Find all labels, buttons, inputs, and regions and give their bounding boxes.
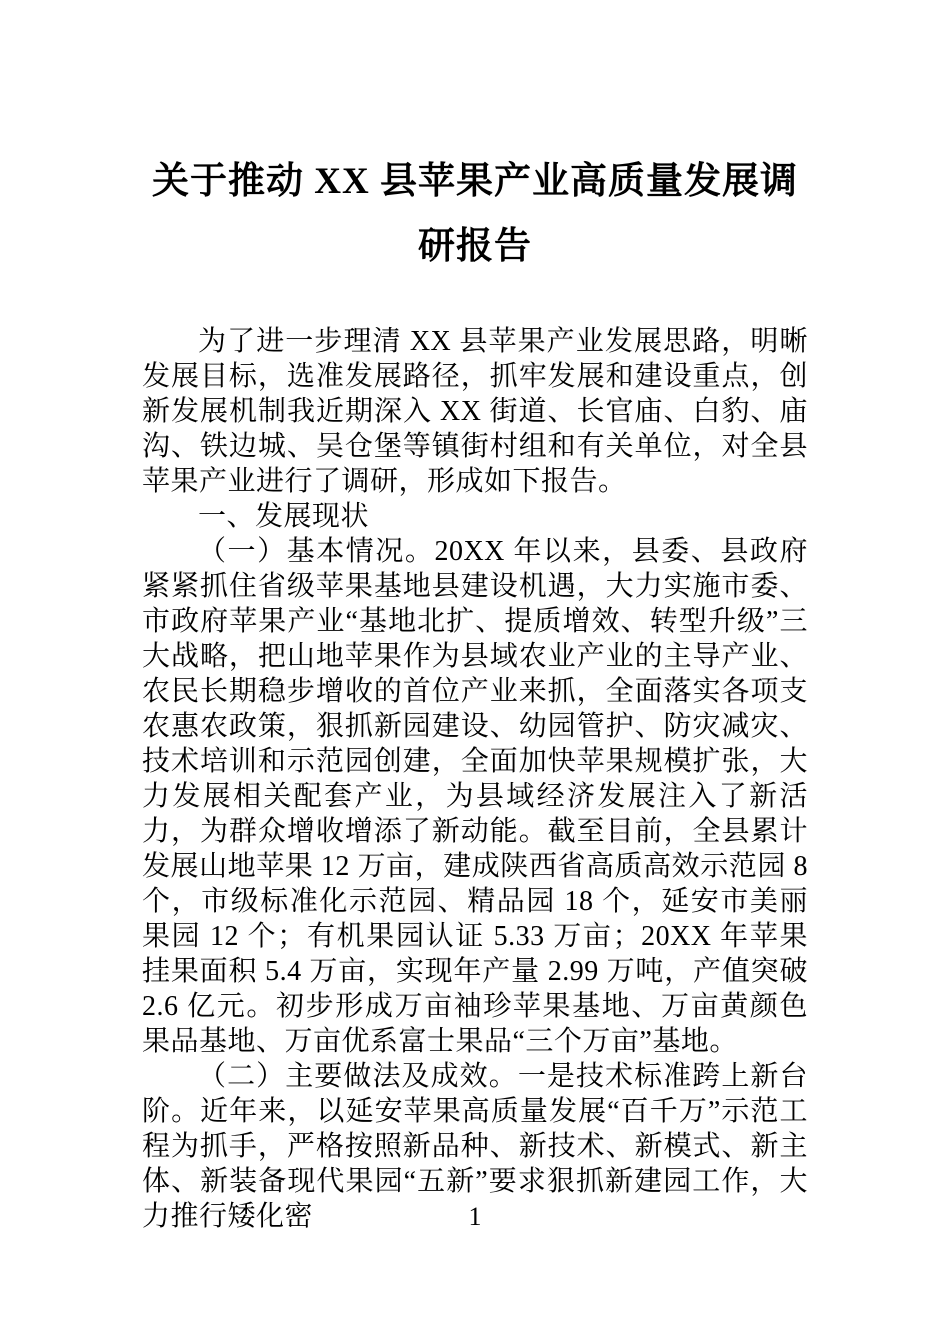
page-number: 1 [468,1202,482,1231]
document-body [142,324,808,1234]
paragraph-main-practices: （二）主要做法及成效。一是技术标准跨上新台阶。近年来，以延安苹果高质量发展“百千万”示范工程为抓手，严格按照新品种、新技术、新模式、新主体、新装备现代果园“五新”要求狠抓新建园工作，大力推行矮化密 [142,1060,808,1232]
document-title: 关于推动 XX 县苹果产业高质量发展调研报告 [152,161,798,267]
paragraph-basic-situation: （一）基本情况。20XX 年以来，县委、县政府紧紧抓住省级苹果基地县建设机遇，大力实施市委、市政府苹果产业“基地北扩、提质增效、转型升级”三大战略，把山地苹果作为县域农业产业的主导产业、农民长期稳步增收的首位产业来抓，全面落实各项支农惠农政策，狠抓新园建设、幼园管护、防灾减灾、技术培训和示范园创建，全面加快苹果规模扩张，大力发展相关配套产业，为县域经济发展注入了新活力，为群众增收增添了新动能。截至目前，全县累计发展山地苹果 12 万亩，建成陕西省高质高效示范园 8 个，市级标准化示范园、精品园 18 个，延安市美丽果园 12 个；有机果园认证 5.33 万亩；20XX 年苹果挂果面积 5.4 万亩，实现年产量 2.99 万吨，产值突破 2.6 亿元。初步形成万亩袖珍苹果基地、万亩黄颜色果品基地、万亩优系富士果品“三个万亩”基地。 [142,535,808,1057]
paragraph-intro: 为了进一步理清 XX 县苹果产业发展思路，明晰发展目标，选准发展路径，抓牢发展和建设重点，创新发展机制我近期深入 XX 街道、长官庙、白豹、庙沟、铁边城、吴仓堡等镇街村组和有关单位，对全县苹果产业进行了调研，形成如下报告。 [142,325,808,497]
heading-section-development-status: 一、发展现状 [198,500,370,532]
